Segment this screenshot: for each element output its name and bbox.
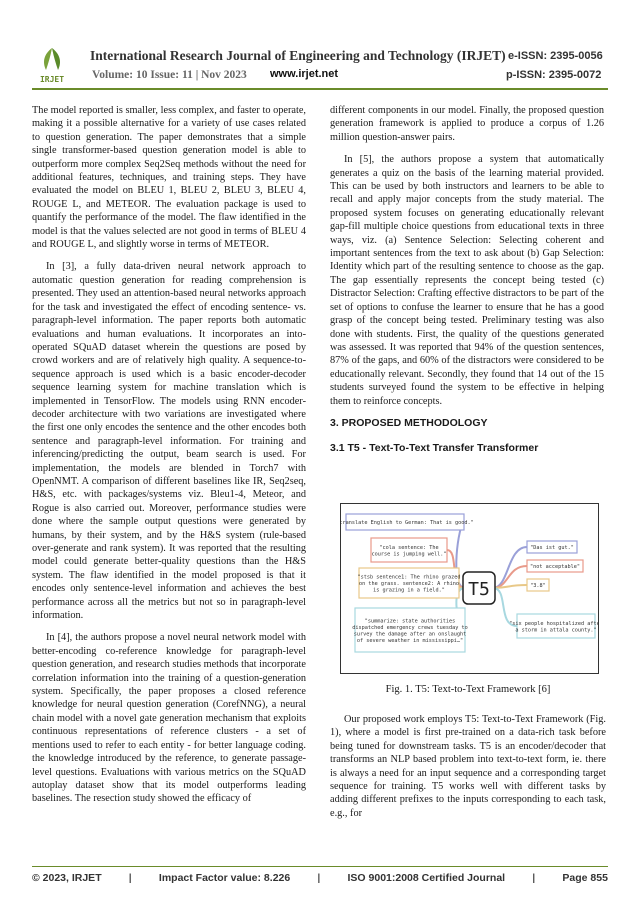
input-example-box-text: "summarize: state authorities bbox=[364, 618, 456, 625]
footer-separator: | bbox=[128, 872, 132, 884]
paragraph: different components in our model. Finally, the proposed question generation framework is applied to produce a corpus of 1.26 million question-answer pairs. bbox=[330, 105, 604, 143]
input-example-box-text: of severe weather in mississippi…" bbox=[356, 637, 464, 644]
iso-certification: ISO 9001:2008 Certified Journal bbox=[347, 872, 506, 884]
impact-factor: Impact Factor value: 8.226 bbox=[158, 872, 291, 884]
footer-divider bbox=[32, 866, 608, 867]
t5-framework-figure bbox=[340, 503, 599, 674]
output-example-box-text: "3.8" bbox=[530, 583, 546, 589]
page-number: Page 855 bbox=[562, 872, 608, 884]
input-example-box-text: dispatched emergency crews tuesday to bbox=[352, 624, 468, 631]
output-example-box-text: a storm in attala county." bbox=[515, 627, 597, 634]
paragraph: In [5], the authors propose a system that automatically generates a quiz on the basis of the learning material provided. This can be used by both instructors and learners to be able to recall and apply major concepts from the study material. The proposed system focuses on generating educationally relevant gap-fill multiple choice questions from educational texts in three ways, viz. (a) Sentence Selection: Selecting coherent and important sentences from the text to ask about (b) Gap Selection: Identity which part of the resulting sentence to choose as the gap. The gap essentially represents the concept being tested (c) Distractor Selection: Crafting effective distractors to be part of the set of options to confuse the learner to ensure that he has a good grasp of the concept being tested. Preliminary testing was also done with students. First, the quality of the questions generated was assessed. It was reported that 94% of the question sentences, 87% of the gaps, and 60% of the distractors were considered to be educationally relevant. Secondly, they found that 14 out of the 15 students surveyed found the system to be effective in helping them to reinforce concepts. bbox=[330, 154, 604, 407]
p-issn: p-ISSN: 2395-0072 bbox=[506, 69, 602, 81]
left-column bbox=[32, 104, 306, 815]
volume-issue: Volume: 10 Issue: 11 | Nov 2023 bbox=[92, 69, 247, 81]
output-example-box-text: "not acceptable" bbox=[530, 564, 580, 570]
page-header bbox=[0, 0, 638, 86]
input-example-box-text: on the grass. sentence2: A rhino bbox=[359, 581, 459, 587]
subsection-heading: 3.1 T5 - Text-To-Text Transfer Transformer bbox=[330, 442, 539, 455]
t5-label: T5 bbox=[468, 579, 490, 600]
paragraph: In [4], the authors propose a novel neural network model with better-encoding co-reference knowledge for paragraph-level question generation, and research studies methods that incorporate correlation information into the training of a question-generation system. Specifically, the paper proposes a closed reference knowledge for neural question generation (CorefNNG), a neural chain model with a novel gate generation mechanism that exploits continuous representations of reference clusters - a set of mentions used to refer to each entity - for better language coding. the knowledge introduced by the reference, to generate passage-level questions. Evaluations with various metrics on the SQuAD autoplay dataset show that its model outperforms leading baselines. The resection study showed the efficacy of bbox=[32, 632, 306, 805]
figure-caption: Fig. 1. T5: Text-to-Text Framework [6] bbox=[385, 684, 551, 695]
section-heading: 3. PROPOSED METHODOLOGY bbox=[330, 416, 488, 429]
copyright: © 2023, IRJET bbox=[32, 872, 102, 884]
input-example-box-text: course is jumping well." bbox=[371, 551, 447, 558]
header-divider bbox=[32, 88, 608, 90]
footer-separator: | bbox=[317, 872, 321, 884]
output-example-box-text: "Das ist gut." bbox=[530, 545, 574, 551]
input-example-box-text: "stsb sentence1: The rhino grazed bbox=[357, 574, 461, 581]
input-example-box-text: "cola sentence: The bbox=[379, 544, 439, 551]
t5-diagram bbox=[341, 504, 598, 673]
e-issn: e-ISSN: 2395-0056 bbox=[508, 50, 603, 62]
irjet-logo bbox=[32, 44, 72, 84]
right-column bbox=[330, 104, 604, 468]
input-example-box-text: is grazing in a field." bbox=[373, 587, 445, 594]
input-example-box-text: survey the damage after an onslaught bbox=[353, 631, 467, 638]
paragraph: In [3], a fully data-driven neural network approach to automatic question generation for reading comprehension is presented. They used an attention-based neural networks approach for the task and investigated the effect of encoding sentence- vs. paragraph-level information. The paper reports both automatic evaluations and human evaluations. It incorporates an into-operated SQuAD dataset wherein the questions are posed by crowd workers and are of relatively high quality. A sequence-to-sequence approach is used which is a basic encoder-decoder sequence learning system for machine translation which is implemented in TensorFlow. The models using RNN encoder-decoder architecture with two variations are investigated where the first one only encodes the sentence and the other encodes both sentence and paragraph-level information. For training and inferencing/predicting the output, beam search is used. For implementation, the models are blended in Torch7 with OpenNMT. A comparison of different baselines like IR, Seq2seq, H&S, etc. with packages/systems viz. Bleu1-4, Meteor, and Rogue is also carried out. Moreover, performance studies were done where the sample output questions were generated by humans, by their system, and by the H&S system (rule-based over-generate and rank system). It was reported that the resulting model could generate better-quality questions than the H&S system. The flaw identified in the model proposed is that it encodes only sentence-level information and achieves the best performance across all the metrics but not so in paragraph-level information. bbox=[32, 261, 306, 622]
journal-title: International Research Journal of Engineering and Technology (IRJET) bbox=[90, 48, 506, 63]
output-example-box-text: "six people hospitalized after bbox=[509, 620, 598, 627]
journal-url[interactable]: www.irjet.net bbox=[270, 68, 339, 80]
svg-text:IRJET: IRJET bbox=[39, 75, 65, 84]
footer-separator: | bbox=[532, 872, 536, 884]
paragraph: The model reported is smaller, less complex, and faster to operate, making it a possible alternative for a variety of use cases related to question generation. The paper demonstrates that a simple single transformer-based question generation model is able to outperform more complex Seq2Seq methods without the need for additional features, techniques, and training steps. They have evaluated the model on BLEU 1, BLEU 2, BLEU 3, BLEU 4, ROUGE L, and METEOR. The evaluation package is used to quantify the performance of the model. The flaw identified in the model is that the values selected are not good in terms of BLEU 4 and ROUGE L, and slightly worse in terms of METEOR. bbox=[32, 105, 306, 251]
input-example-box-text: "translate English to German: That is good." bbox=[341, 520, 474, 526]
page-footer bbox=[32, 872, 608, 884]
paragraph: Our proposed work employs T5: Text-to-Text Framework (Fig. 1), where a model is first pre-trained on a data-rich task before being tuned for downstream tasks. T5 is an encoder/decoder that transforms an NLP based problem into text-to-text form, ie. there is always a need for an input sequence and a corresponding target sequence for training. T5 works well with different tasks by adding different prefixes to the inputs corresponding to each task, e.g., for bbox=[330, 714, 606, 819]
